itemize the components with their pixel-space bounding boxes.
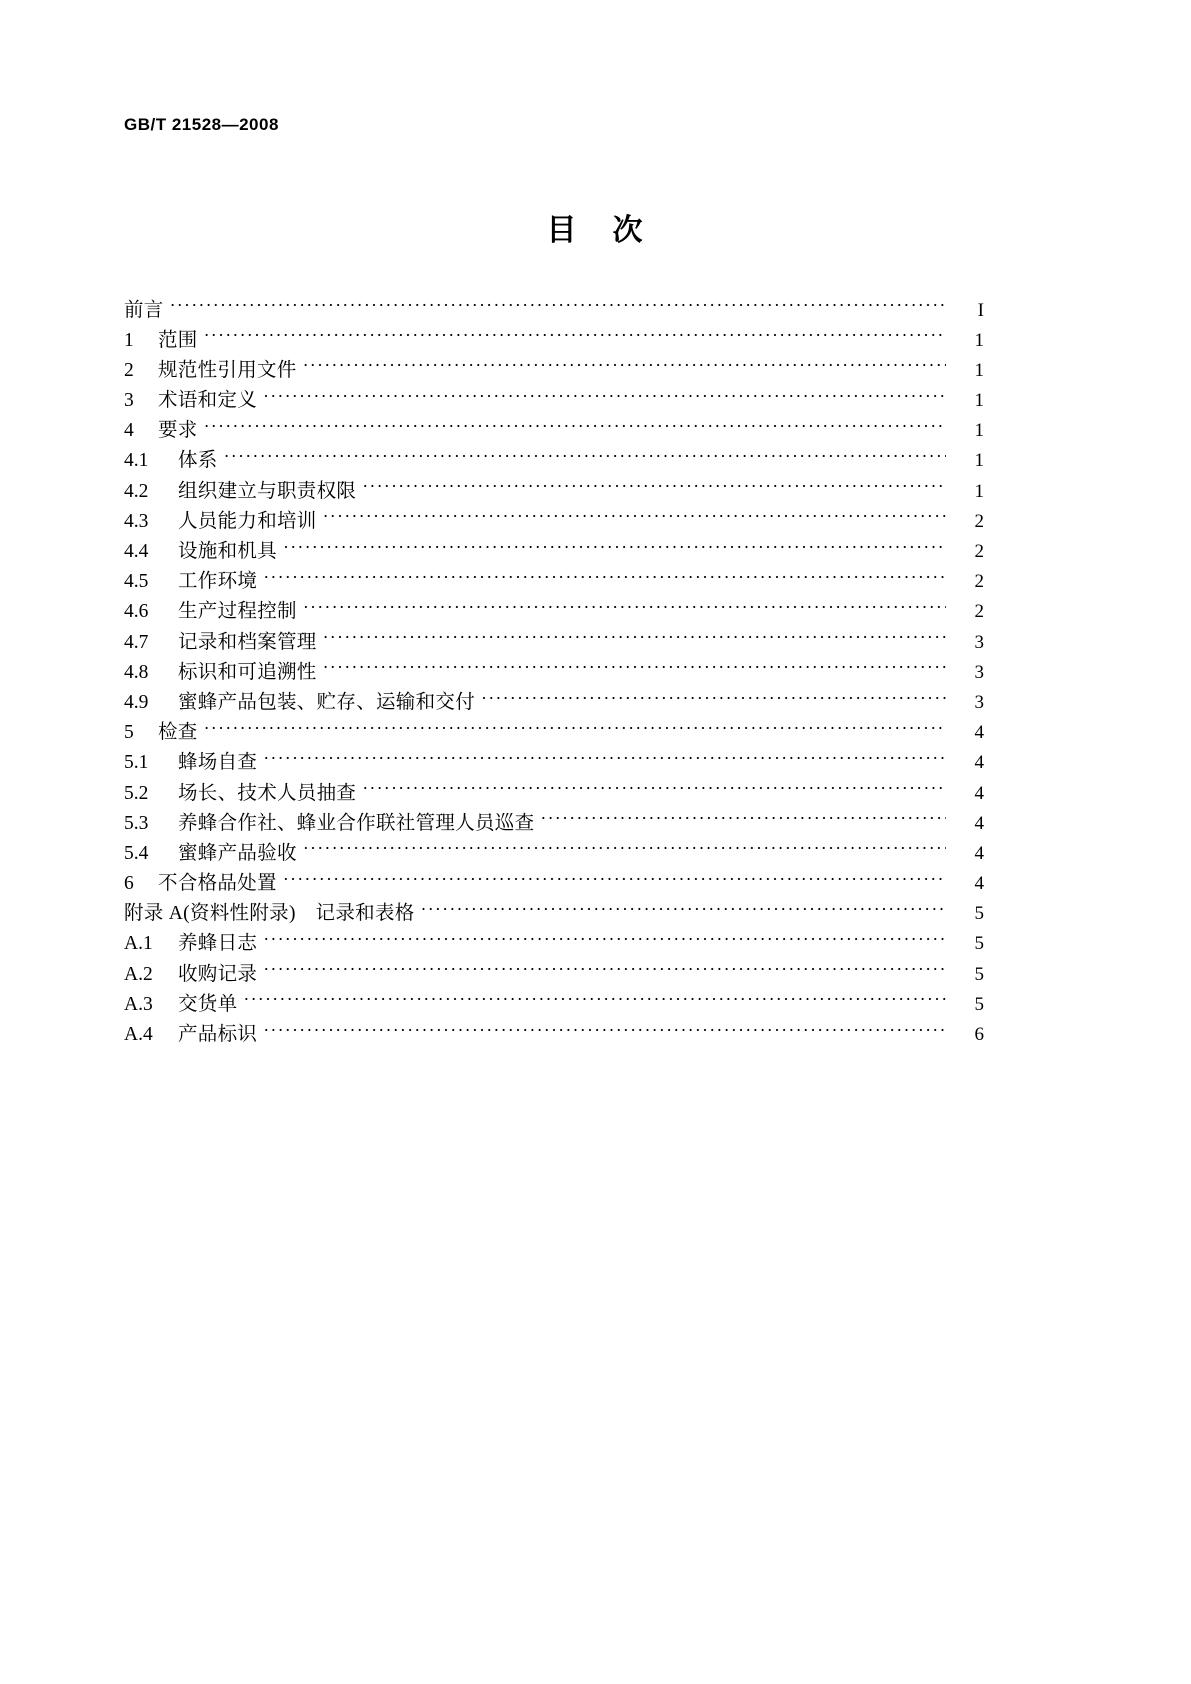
toc-leader-dots: [540, 809, 946, 829]
toc-leader-dots: [204, 719, 946, 739]
toc-entry-number: 4.2: [124, 480, 149, 502]
toc-entry-number: 5.4: [124, 842, 149, 864]
toc-leader-dots: [323, 507, 946, 527]
toc-entry[interactable]: [124, 326, 984, 356]
page-title: [0, 205, 1191, 249]
toc-entry-label: 场长、技术人员抽查: [178, 782, 357, 804]
toc-entry-page: 4: [974, 752, 984, 774]
toc-entry-page: 3: [974, 631, 984, 653]
toc-entry-number: 4.7: [124, 631, 149, 653]
toc-entry[interactable]: [124, 870, 984, 900]
toc-entry-number: 4.6: [124, 601, 149, 623]
toc-leader-dots: [263, 960, 946, 980]
toc-entry[interactable]: [124, 658, 984, 688]
toc-entry-page: 5: [974, 903, 984, 925]
toc-entry-number: 2: [124, 359, 134, 381]
toc-entry[interactable]: [124, 628, 984, 658]
toc-entry-number: A.1: [124, 933, 153, 955]
toc-leader-dots: [323, 628, 946, 648]
standard-number: GB/T 21528—2008: [124, 115, 279, 134]
toc-entry-page: 2: [974, 601, 984, 623]
toc-entry-label: 组织建立与职责权限: [178, 480, 357, 502]
toc-entry-label: 前言: [124, 299, 164, 321]
toc-entry-number: 5: [124, 722, 134, 744]
toc-entry-label: 人员能力和培训: [178, 510, 317, 532]
toc-entry-number: A.4: [124, 1024, 153, 1045]
toc-entry-label: 收购记录: [178, 963, 258, 985]
toc-entry-label: 不合格品处置: [158, 873, 277, 895]
toc-entry-label: 蜂场自查: [178, 752, 258, 774]
toc-entry[interactable]: [124, 990, 984, 1020]
toc-entry-page: 4: [974, 812, 984, 834]
toc-entry-number: 4.1: [124, 450, 149, 472]
toc-entry[interactable]: [124, 749, 984, 779]
toc-leader-dots: [263, 930, 946, 950]
toc-leader-dots: [204, 326, 946, 346]
toc-entry-label: 蜜蜂产品包装、贮存、运输和交付: [178, 691, 476, 713]
toc-entry-label: 规范性引用文件: [158, 359, 297, 381]
toc-leader-dots: [224, 447, 946, 467]
toc-entry-page: 3: [974, 661, 984, 683]
toc-entry-page: 1: [974, 480, 984, 502]
toc-leader-dots: [303, 598, 946, 618]
toc-entry[interactable]: [124, 417, 984, 447]
toc-leader-dots: [263, 749, 946, 769]
toc-entry[interactable]: [124, 839, 984, 869]
toc-entry-page: 1: [974, 329, 984, 351]
toc-entry-label: 标识和可追溯性: [178, 661, 317, 683]
toc-entry[interactable]: [124, 719, 984, 749]
toc-entry-page: I: [977, 299, 984, 321]
toc-leader-dots: [303, 356, 946, 376]
toc-entry-label: 设施和机具: [178, 541, 278, 562]
toc-entry-number: A.3: [124, 993, 153, 1015]
toc-entry[interactable]: [124, 809, 984, 839]
page-title-left: 目: [546, 213, 579, 248]
toc-entry-page: 6: [974, 1024, 984, 1045]
toc-entry-number: 1: [124, 329, 134, 351]
toc-leader-dots: [243, 990, 946, 1010]
toc-entry[interactable]: [124, 1021, 984, 1051]
toc-entry-number: 4.3: [124, 510, 149, 532]
toc-leader-dots: [263, 568, 946, 588]
toc-entry-page: 2: [974, 541, 984, 562]
toc-entry-label: 工作环境: [178, 571, 258, 593]
toc-entry-number: 5.3: [124, 812, 149, 834]
toc-entry-label: 产品标识: [178, 1024, 258, 1045]
toc-entry-label: 蜜蜂产品验收: [178, 842, 297, 864]
toc-entry-page: 5: [974, 993, 984, 1015]
toc-entry[interactable]: [124, 507, 984, 537]
toc-entry-page: 4: [974, 782, 984, 804]
table-of-contents: [124, 296, 984, 1051]
toc-entry-page: 1: [974, 450, 984, 472]
toc-entry-label: 术语和定义: [158, 390, 258, 412]
toc-entry[interactable]: [124, 960, 984, 990]
toc-entry-label: 体系: [178, 450, 218, 472]
toc-entry[interactable]: [124, 568, 984, 598]
toc-entry[interactable]: [124, 930, 984, 960]
toc-entry[interactable]: [124, 356, 984, 386]
toc-entry-page: 1: [974, 420, 984, 442]
toc-entry[interactable]: [124, 296, 984, 326]
toc-entry[interactable]: [124, 477, 984, 507]
toc-entry-page: 1: [974, 359, 984, 381]
toc-entry-label: 交货单: [178, 993, 238, 1015]
toc-entry[interactable]: [124, 598, 984, 628]
toc-entry-number: 4.9: [124, 691, 149, 713]
toc-leader-dots: [362, 779, 946, 799]
page-title-right: 次: [612, 213, 645, 248]
toc-entry-page: 3: [974, 691, 984, 713]
toc-entry[interactable]: [124, 779, 984, 809]
toc-leader-dots: [283, 870, 946, 890]
toc-entry-label: 生产过程控制: [178, 601, 297, 623]
toc-leader-dots: [263, 1021, 946, 1041]
toc-entry-page: 2: [974, 510, 984, 532]
toc-entry-label: 附录 A(资料性附录) 记录和表格: [124, 903, 415, 925]
toc-leader-dots: [303, 839, 946, 859]
toc-leader-dots: [263, 387, 946, 407]
toc-entry-number: 4.4: [124, 541, 149, 562]
toc-entry-number: 3: [124, 390, 134, 412]
toc-entry-number: 5.2: [124, 782, 149, 804]
toc-entry-page: 4: [974, 842, 984, 864]
toc-entry-number: A.2: [124, 963, 153, 985]
toc-entry[interactable]: [124, 447, 984, 477]
toc-entry-label: 养蜂日志: [178, 933, 258, 955]
toc-leader-dots: [362, 477, 946, 497]
toc-leader-dots: [204, 417, 946, 437]
toc-entry-number: 6: [124, 873, 134, 895]
toc-entry[interactable]: [124, 538, 984, 568]
toc-entry-label: 记录和档案管理: [178, 631, 317, 653]
toc-leader-dots: [170, 296, 946, 316]
toc-entry-page: 5: [974, 933, 984, 955]
toc-entry-label: 养蜂合作社、蜂业合作联社管理人员巡查: [178, 812, 535, 834]
toc-entry-page: 5: [974, 963, 984, 985]
toc-entry-number: 5.1: [124, 752, 149, 774]
toc-leader-dots: [421, 900, 946, 920]
toc-entry-page: 4: [974, 873, 984, 895]
toc-entry-label: 检查: [158, 722, 198, 744]
toc-leader-dots: [481, 688, 946, 708]
toc-entry-page: 4: [974, 722, 984, 744]
toc-entry-number: 4.8: [124, 661, 149, 683]
toc-entry[interactable]: [124, 900, 984, 930]
toc-entry[interactable]: [124, 387, 984, 417]
toc-leader-dots: [283, 538, 946, 558]
toc-entry-label: 要求: [158, 420, 198, 442]
toc-entry-page: 1: [974, 390, 984, 412]
toc-leader-dots: [323, 658, 946, 678]
toc-entry-number: 4.5: [124, 571, 149, 593]
toc-entry-label: 范围: [158, 329, 198, 351]
toc-entry-number: 4: [124, 420, 134, 442]
toc-entry-page: 2: [974, 571, 984, 593]
toc-entry[interactable]: [124, 688, 984, 718]
